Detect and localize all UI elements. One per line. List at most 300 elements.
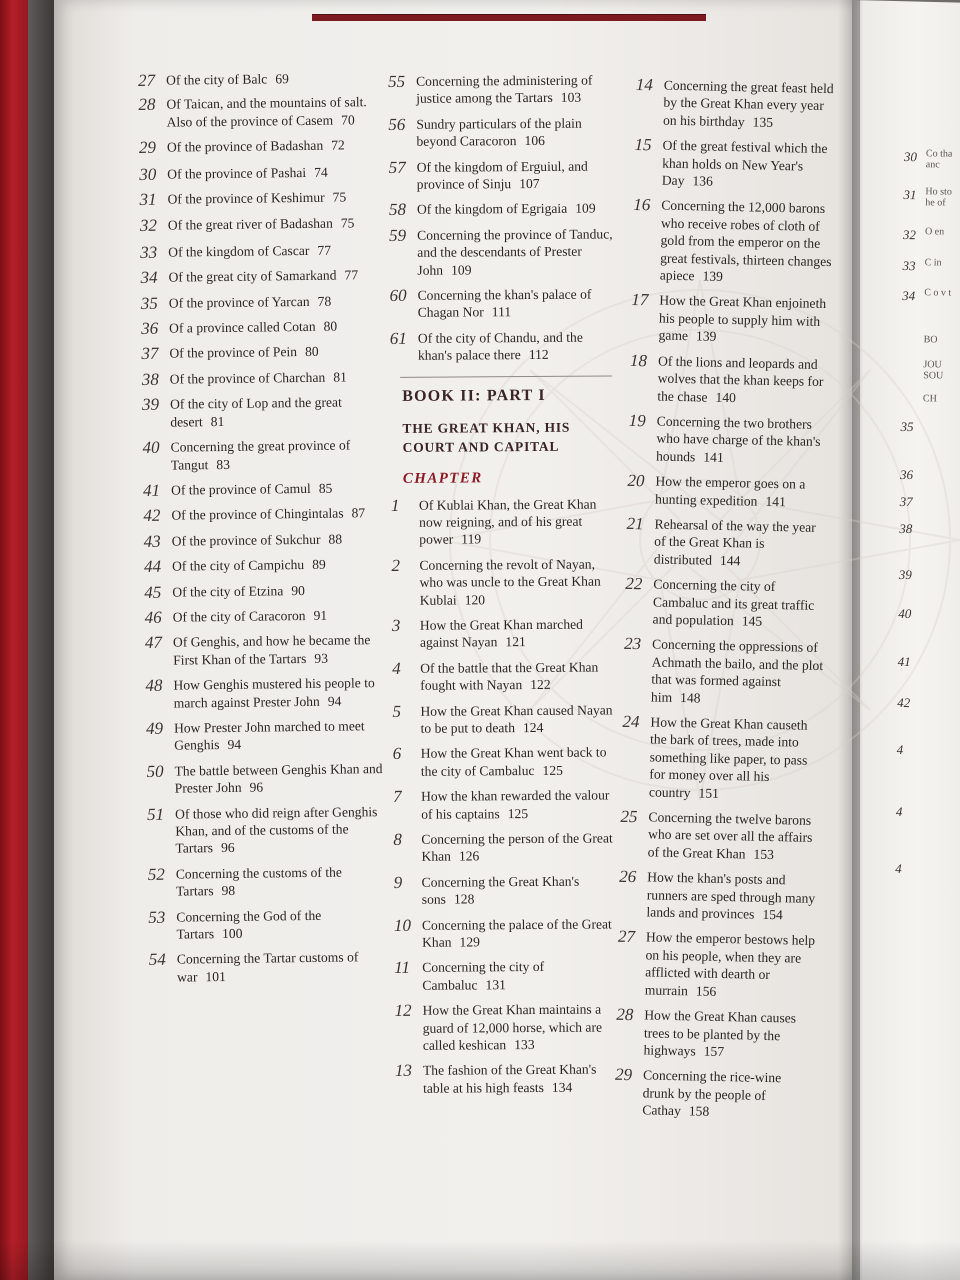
toc-entry (902, 257, 960, 275)
chapter-title (924, 287, 960, 298)
toc-entry (630, 291, 831, 347)
chapter-title-text: How the khan rewarded the valour of his captains (420, 787, 610, 822)
chapter-title-text: Concerning the two brothers who have charge of the khan's hounds (655, 413, 821, 465)
chapter-title (652, 576, 825, 632)
chapter-title-text: Of the city of Caracoron (172, 607, 306, 625)
chapter-title-text: Of the province of Camul (171, 480, 311, 498)
chapter-number: 32 (139, 216, 157, 236)
page-number: 83 (216, 456, 231, 472)
chapter-number: 30 (903, 148, 917, 165)
chapter-title (173, 674, 385, 711)
chapter-number: 51 (146, 804, 165, 824)
page-number: 94 (327, 693, 342, 709)
page-number: 77 (317, 242, 332, 258)
book-one-entries (388, 71, 620, 364)
page-number: 120 (464, 591, 486, 608)
chapter-title (421, 829, 623, 865)
contents-column-1 (138, 69, 389, 994)
toc-entry (141, 292, 381, 312)
toc-entry (389, 200, 619, 219)
page-number: 119 (461, 531, 482, 547)
page-number: 101 (205, 968, 226, 985)
chapter-title (419, 495, 621, 549)
chapter-title-text: Concerning the 12,000 barons who receive robes of cloth of gold from the emperor on the great festivals, thirteen changes apiece (659, 197, 832, 284)
toc-entry (392, 615, 622, 651)
chapter-number: 35 (140, 293, 158, 313)
chapter-title-text: Of the great festival which the khan holds on New Year's Day (661, 137, 828, 189)
chapter-number: 33 (902, 258, 916, 274)
chapter-title-text: How Genghis mustered his people to march against Prester John (173, 675, 375, 711)
toc-entry (388, 71, 618, 107)
toc-entry (896, 803, 956, 821)
chapter-number: 17 (631, 290, 649, 310)
page-number: 134 (551, 1079, 573, 1095)
chapter-number: 10 (393, 915, 412, 935)
chapter-title-text: How the Great Khan causes trees to be planted by the highways (643, 1007, 797, 1059)
toc-entry (393, 829, 623, 865)
chapter-title (662, 137, 835, 193)
chapter-title (419, 555, 621, 609)
chapter-number: 3 (391, 615, 401, 635)
page-number: 90 (291, 582, 306, 598)
chapter-title (422, 872, 624, 908)
chapter-number: 54 (148, 950, 166, 970)
page-number: 96 (249, 779, 264, 795)
toc-entry (149, 948, 389, 986)
bottom-shadow (0, 1240, 960, 1280)
chapter-number: 41 (897, 653, 911, 669)
toc-entry (902, 287, 960, 305)
chapter-number: 28 (616, 1004, 634, 1025)
book-heading: BOOK II: PART I (402, 386, 546, 405)
page-number: 107 (519, 175, 540, 192)
chapter-number: 32 (902, 226, 917, 243)
page-number: 136 (692, 173, 714, 189)
chapter-title (663, 77, 836, 133)
toc-entry (617, 928, 818, 1002)
chapter-label: CHAPTER (402, 470, 483, 487)
chapter-title-text: Concerning the Great Khan's sons (421, 873, 580, 908)
chapter-title (167, 188, 379, 208)
page-number: 78 (317, 293, 332, 309)
chapter-number: 38 (899, 521, 913, 537)
chapter-title-text: Of the province of Badashan (166, 137, 324, 155)
chapter-number: 58 (388, 200, 407, 220)
chapter-title-text: Of those who did reign after Genghis Khan, and of the customs of the Tartars (174, 803, 378, 857)
chapter-number: 31 (903, 186, 917, 203)
chapter-title-text: How the Great Khan maintains a guard of 12,000 horse, which are called keshican (422, 1001, 603, 1053)
page-number: 75 (340, 215, 355, 231)
toc-entry (614, 1066, 815, 1122)
chapter-title (417, 157, 619, 193)
chapter-title-text: Concerning the revolt of Nayan, who was uncle to the Great Khan Kublai (419, 556, 601, 608)
toc-entry (900, 466, 960, 484)
toc-entry (618, 868, 819, 924)
page-number: 139 (702, 268, 724, 284)
book-subheading: THE GREAT KHAN, HIS COURT AND CAPITAL (402, 419, 571, 456)
chapter-number: 28 (138, 95, 156, 115)
toc-entry (390, 328, 620, 364)
chapter-number: 33 (140, 242, 158, 262)
toc-entry (393, 787, 623, 823)
chapter-title (654, 515, 827, 571)
chapter-title-text: Concerning the rice-wine drunk by the people of Cathay (642, 1067, 782, 1119)
toc-entry (395, 1061, 625, 1097)
contents-column-4-partial (895, 148, 960, 908)
book-two-entries (391, 495, 625, 1097)
chapter-number: 20 (627, 471, 645, 491)
toc-entry (389, 285, 619, 321)
chapter-number: 47 (144, 633, 163, 653)
chapter-title-text: Concerning the city of Cambaluc and its great traffic and population (652, 576, 815, 629)
chapter-number: 15 (634, 135, 652, 155)
chapter-title (168, 241, 380, 261)
toc-entry (899, 566, 959, 584)
chapter-title-text: How Prester John marched to meet Genghis (173, 718, 365, 753)
toc-entry (139, 136, 379, 156)
chapter-number: 34 (902, 287, 916, 303)
chapter-title (169, 292, 381, 312)
page-number: 158 (688, 1103, 710, 1119)
chapter-title-text: Of the great river of Badashan (167, 216, 333, 234)
toc-entry (901, 393, 960, 405)
chapter-title-text: Of the city of Etzina (172, 582, 284, 600)
page-number: 85 (318, 480, 333, 496)
toc-entry (392, 658, 622, 694)
chapter-title-text: Co tha anc (925, 148, 953, 171)
page-number: 89 (312, 556, 326, 573)
page-number: 96 (220, 840, 235, 856)
chapter-title-text: Of the province of Charchan (169, 369, 326, 387)
toc-entry (623, 635, 824, 709)
chapter-title-text: Concerning the khan's palace of Chagan Nor (417, 286, 592, 321)
chapter-number: 61 (389, 328, 407, 348)
chapter-title (172, 530, 384, 550)
chapter-number: 36 (899, 466, 914, 482)
chapter-title (643, 1006, 816, 1062)
page-number: 122 (530, 677, 551, 693)
chapter-title (174, 717, 386, 754)
chapter-title (420, 615, 622, 651)
chapter-title (923, 393, 960, 404)
contents-column-2 (388, 71, 625, 1105)
toc-entry (903, 186, 960, 209)
toc-entry (142, 368, 382, 388)
chapter-title-text: JOU SOU (923, 359, 944, 382)
toc-entry (141, 343, 381, 363)
toc-entry (148, 863, 388, 901)
chapter-number: 25 (620, 806, 638, 827)
toc-entry (138, 93, 378, 131)
chapter-title-text: The battle between Genghis Khan and Prester John (174, 760, 383, 796)
chapter-title-text: O en (924, 226, 945, 238)
page-number: 109 (451, 262, 472, 278)
chapter-title (645, 929, 818, 1002)
chapter-number: 40 (142, 437, 160, 458)
chapter-title (167, 163, 379, 183)
chapter-number: 21 (626, 513, 644, 534)
toc-entry (394, 1001, 624, 1055)
chapter-number: 39 (898, 566, 912, 582)
chapter-title-text: Concerning the God of the Tartars (176, 907, 322, 942)
chapter-number: 44 (143, 556, 162, 577)
chapter-number: 49 (145, 718, 164, 738)
page-number: 151 (698, 785, 720, 801)
page-number: 145 (741, 613, 763, 629)
chapter-number: 23 (623, 634, 642, 654)
chapter-number: 42 (143, 506, 161, 526)
chapter-number: 31 (139, 189, 157, 210)
toc-entry (624, 575, 825, 631)
chapter-number: 52 (147, 864, 165, 884)
toc-entry (621, 713, 823, 804)
page-number: 140 (715, 389, 737, 405)
chapter-number: 59 (389, 225, 407, 245)
page-number: 111 (491, 304, 512, 320)
toc-entry (145, 631, 385, 669)
chapter-title (170, 393, 382, 430)
chapter-title-text: Of the province of Pein (169, 344, 298, 362)
page-number: 133 (514, 1037, 535, 1053)
chapter-number: 9 (393, 872, 403, 892)
chapter-number: 39 (141, 395, 160, 415)
chapter-title (658, 292, 831, 348)
page-number: 154 (762, 906, 783, 923)
toc-entry (895, 860, 955, 878)
chapter-title-text: Concerning the customs of the Tartars (175, 864, 343, 899)
chapter-title-text: Concerning the province of Tanduc, and the descendants of Prester John (417, 226, 613, 278)
toc-entry (144, 555, 384, 575)
toc-entry (391, 555, 621, 609)
chapter-title (168, 214, 380, 234)
toc-entry (634, 136, 835, 192)
page-number: 77 (344, 267, 359, 283)
page-number: 93 (314, 650, 329, 666)
chapter-number: 12 (394, 1001, 412, 1021)
toc-entry (144, 581, 384, 601)
toc-entry (148, 906, 388, 944)
chapter-number: 4 (895, 861, 902, 877)
chapter-number: 41 (142, 480, 161, 500)
chapter-title (176, 863, 388, 900)
chapter-title (420, 658, 622, 694)
chapter-title (649, 713, 823, 804)
chapter-number: 37 (141, 344, 159, 364)
page-number: 87 (351, 505, 366, 521)
toc-entry (620, 808, 821, 864)
chapter-number: 55 (387, 71, 406, 91)
toc-entry (898, 605, 958, 623)
page-number: 124 (522, 719, 544, 736)
chapter-number: 30 (139, 164, 157, 184)
page-number: 100 (221, 925, 243, 942)
chapter-title (925, 258, 960, 269)
top-red-rule (312, 14, 706, 21)
chapter-title-text: Of Kublai Khan, the Great Khan now reigning, and of his great power (418, 496, 597, 548)
toc-entry (899, 520, 959, 538)
chapter-title (422, 1001, 624, 1055)
chapter-title-text: Of the city of Lop and the great desert (169, 394, 342, 430)
chapter-title (173, 631, 385, 668)
toc-entry (146, 717, 386, 755)
toc-entry (901, 359, 960, 382)
chapter-number: 35 (900, 419, 914, 435)
chapter-title (166, 69, 378, 89)
page-number: 109 (575, 200, 596, 217)
page-number: 70 (340, 112, 355, 128)
toc-entry (146, 760, 386, 798)
chapter-title (656, 412, 829, 468)
chapter-title-text: Of Taican, and the mountains of salt. Also of the province of Casem (166, 94, 367, 130)
chapter-title-text: Of the city of Balc (166, 71, 268, 88)
chapter-title (923, 359, 960, 381)
chapter-number: 50 (146, 761, 164, 781)
chapter-number: 60 (389, 285, 407, 306)
chapter-title-text: Of the lions and leopards and wolves that the khan keeps for the chase (657, 353, 824, 405)
chapter-title-text: Of the province of Sukchur (171, 531, 321, 549)
chapter-title (422, 915, 624, 951)
chapter-title-text: How the Great Khan enjoineth his people to supply him with game (658, 293, 827, 344)
chapter-title-text: Concerning the administering of justice among the Tartars (416, 72, 593, 107)
page-number: 125 (542, 762, 563, 778)
toc-entry (145, 674, 385, 712)
toc-entry (147, 803, 388, 858)
toc-entry (635, 76, 836, 132)
toc-entry (142, 393, 382, 431)
chapter-title-text: C o v t (924, 287, 952, 299)
chapter-title (422, 958, 624, 994)
toc-entry (394, 915, 624, 951)
chapter-number: 48 (145, 675, 163, 696)
chapter-title (417, 285, 619, 321)
chapter-number: 36 (141, 318, 159, 339)
chapter-title (175, 803, 388, 858)
toc-entry (900, 418, 960, 436)
page-number: 144 (719, 552, 741, 569)
toc-entry (141, 317, 381, 337)
chapter-number: 45 (144, 582, 162, 602)
chapter-title (421, 744, 623, 780)
chapter-number: 27 (137, 70, 156, 90)
toc-entry (900, 493, 960, 511)
toc-entry (904, 148, 960, 171)
chapter-number: 19 (628, 410, 646, 431)
chapter-title (417, 200, 619, 219)
toc-entry (394, 872, 624, 908)
chapter-title-text: Of the province of Yarcan (168, 293, 310, 311)
page-number: 94 (227, 737, 242, 753)
page-number: 72 (331, 137, 345, 153)
toc-entry (138, 69, 378, 89)
chapter-title-text: How the Great Khan caused Nayan to be put to death (420, 702, 613, 736)
chapter-title (172, 581, 384, 601)
chapter-title (170, 368, 382, 388)
page-number: 156 (695, 983, 717, 999)
page-number: 103 (560, 90, 582, 106)
chapter-title (657, 352, 830, 408)
chapter-title (176, 906, 388, 943)
chapter-title (168, 266, 380, 286)
chapter-title-text: How the emperor bestows help on his people, when they are afflicted with dearth or murrain (644, 929, 816, 998)
chapter-title-text: How the Great Khan marched against Nayan (419, 616, 583, 651)
page-number: 88 (328, 531, 343, 547)
page-number: 80 (304, 344, 319, 360)
toc-entry (628, 412, 829, 468)
toc-entry (903, 226, 960, 244)
chapter-number: 56 (388, 114, 406, 134)
page-number: 131 (485, 977, 506, 993)
chapter-title-text: Of the province of Chingintalas (171, 505, 344, 523)
chapter-title-text: Concerning the person of the Great Khan (421, 830, 613, 865)
chapter-number: 4 (896, 742, 904, 758)
page-number: 141 (765, 493, 787, 509)
chapter-number: 29 (138, 138, 157, 158)
chapter-title (925, 186, 960, 208)
chapter-title-text: Of the city of Campichu (171, 557, 305, 574)
chapter-number: 42 (897, 695, 911, 711)
toc-entry (629, 352, 830, 408)
page-number: 81 (333, 369, 347, 385)
chapter-number: 37 (899, 494, 913, 510)
chapter-number: 14 (635, 75, 654, 95)
page-number: 91 (313, 607, 328, 623)
toc-entry (626, 515, 827, 571)
chapter-title-text: Rehearsal of the way the year of the Great Khan is distributed (653, 516, 816, 568)
chapter-title (172, 555, 384, 575)
chapter-number: 43 (143, 531, 161, 551)
toc-entry (140, 266, 380, 286)
toc-entry (140, 241, 380, 261)
chapter-title (416, 114, 618, 150)
chapter-title (167, 136, 379, 156)
toc-entry (897, 694, 957, 712)
chapter-number: 5 (392, 701, 402, 721)
page-number: 148 (680, 689, 701, 706)
chapter-title (655, 473, 828, 511)
chapter-number: 29 (614, 1065, 633, 1085)
chapter-title (177, 948, 389, 985)
chapter-title-text: How the Great Khan went back to the city of Cambaluc (420, 744, 607, 779)
chapter-number: 1 (390, 495, 400, 515)
chapter-title-text: Of the province of Keshimur (167, 189, 325, 207)
chapter-number: 27 (617, 927, 636, 947)
chapter-number: 40 (898, 606, 912, 622)
chapter-number: 22 (625, 574, 643, 594)
page-number: 121 (505, 634, 526, 650)
chapter-title (417, 225, 619, 279)
chapter-title (421, 787, 623, 823)
toc-entry (142, 436, 382, 474)
chapter-number: 53 (148, 907, 166, 927)
page-number: 112 (528, 347, 549, 363)
chapter-number: 38 (141, 369, 159, 389)
chapter-number: 16 (633, 195, 651, 215)
chapter-title (166, 93, 378, 130)
chapter-title (418, 328, 620, 364)
chapter-number: 11 (394, 958, 411, 978)
page-number: 98 (221, 883, 236, 899)
page-number: 81 (210, 413, 225, 429)
red-binding (0, 0, 28, 1280)
section-divider (400, 375, 612, 377)
chapter-number: 34 (140, 268, 158, 288)
toc-entry (143, 479, 383, 499)
chapter-title-text: Concerning the Tartar customs of war (176, 949, 359, 985)
chapter-title (660, 197, 834, 288)
chapter-title-text: Of the battle that the Great Khan fought with Nayan (420, 659, 599, 693)
page-number: 139 (695, 328, 717, 345)
toc-entry (897, 741, 957, 759)
